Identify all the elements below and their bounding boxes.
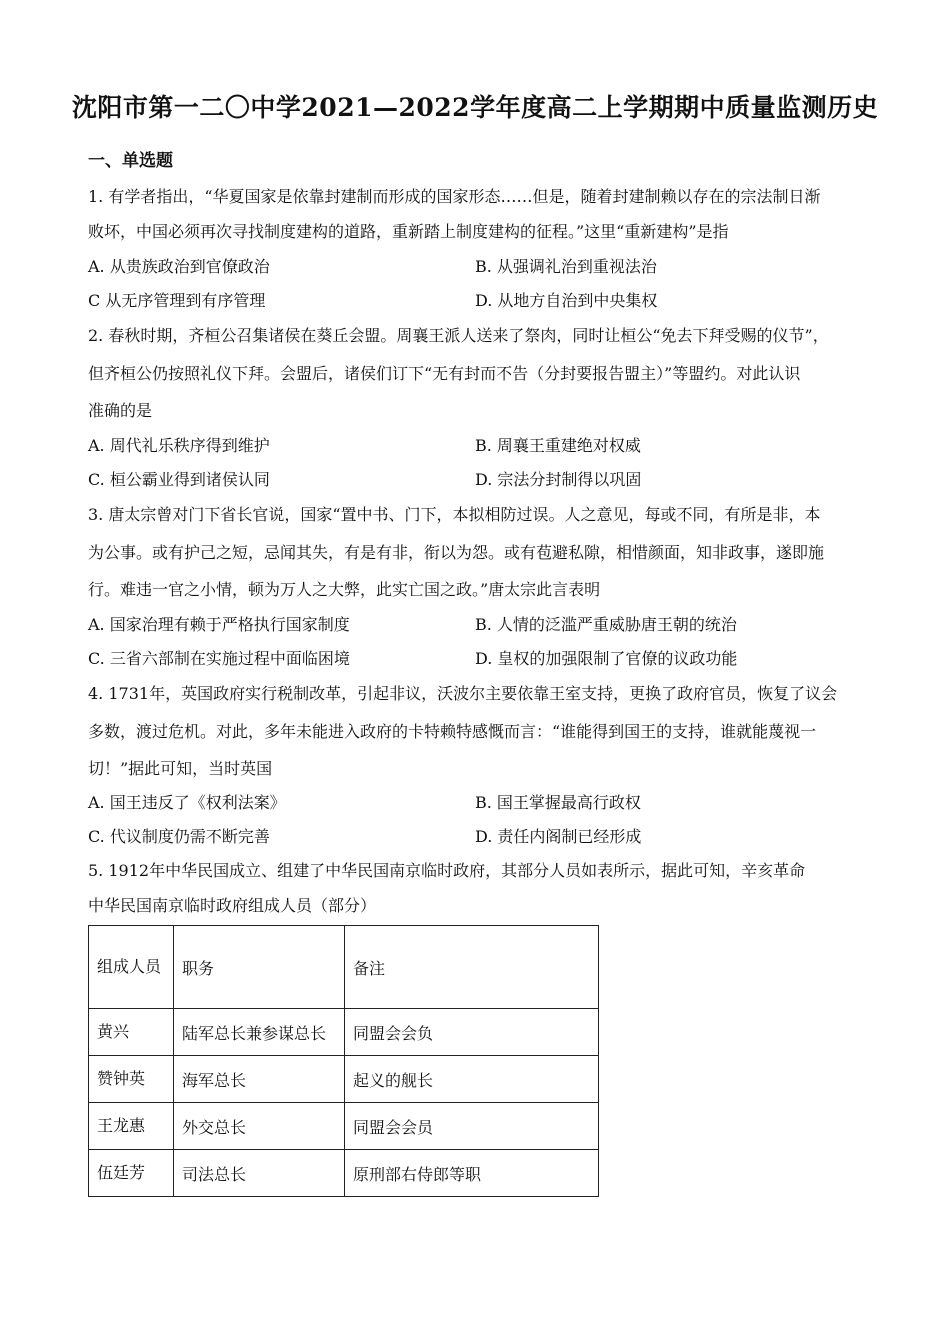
table-header-cell: 组成人员 — [89, 926, 174, 1009]
table-cell: 王龙惠 — [89, 1103, 174, 1150]
q1-option-b: B. 从强调礼治到重视法治 — [475, 257, 657, 276]
q5-stem-line-1: 5. 1912年中华民国成立、组建了中华民国南京临时政府，其部分人员如表所示，据此可知，辛亥革命 — [88, 861, 806, 880]
table-cell: 伍廷芳 — [89, 1150, 174, 1197]
table-row — [89, 1009, 599, 1056]
q3-stem-line-1: 3. 唐太宗曾对门下省长官说，国家“置中书、门下，本拟相防过误。人之意见，每或不同，有所是非，本 — [88, 505, 821, 524]
q4-option-a: A. 国王违反了《权利法案》 — [88, 793, 286, 812]
q1-stem-line-1: 1. 有学者指出，“华夏国家是依靠封建制而形成的国家形态……但是，随着封建制赖以存在的宗法制日渐 — [88, 187, 821, 206]
q4-stem-line-1: 4. 1731年，英国政府实行税制改革，引起非议，沃波尔主要依靠王室支持，更换了政府官员，恢复了议会 — [88, 684, 838, 703]
q4-option-c: C. 代议制度仍需不断完善 — [88, 827, 270, 846]
q4-option-b: B. 国王掌握最高行政权 — [475, 793, 641, 812]
table-cell: 原刑部右侍郎等职 — [345, 1150, 599, 1197]
table-row — [89, 1103, 599, 1150]
q2-stem-line-2: 但齐桓公仍按照礼仪下拜。会盟后，诸侯们订下“无有封而不告（分封要报告盟主）”等盟约。对此认识 — [88, 364, 801, 383]
table-header-cell: 备注 — [345, 926, 599, 1009]
q3-option-b: B. 人情的泛滥严重威胁唐王朝的统治 — [475, 615, 737, 634]
table-cell: 同盟会会负 — [345, 1009, 599, 1056]
members-table — [88, 925, 599, 1197]
section-heading: 一、单选题 — [88, 151, 173, 171]
table-row — [89, 1056, 599, 1103]
q4-stem-line-3: 切！”据此可知，当时英国 — [88, 759, 273, 778]
q5-table-caption: 中华民国南京临时政府组成人员（部分） — [88, 896, 377, 915]
table-cell: 陆军总长兼参谋总长 — [174, 1009, 345, 1056]
q2-stem-line-1: 2. 春秋时期，齐桓公召集诸侯在葵丘会盟。周襄王派人送来了祭肉，同时让桓公“免去下拜受赐的仪节”， — [88, 326, 829, 345]
table-cell: 赞钟英 — [89, 1056, 174, 1103]
table-cell: 海军总长 — [174, 1056, 345, 1103]
q2-option-c: C. 桓公霸业得到诸侯认同 — [88, 470, 270, 489]
q1-option-d: D. 从地方自治到中央集权 — [475, 291, 658, 310]
table-header-row — [89, 926, 599, 1009]
q2-option-d: D. 宗法分封制得以巩固 — [475, 470, 642, 489]
table-cell: 外交总长 — [174, 1103, 345, 1150]
q3-stem-line-3: 行。难违一官之小情，顿为万人之大弊，此实亡国之政。”唐太宗此言表明 — [88, 580, 601, 599]
q1-stem-line-2: 败坏，中国必须再次寻找制度建构的道路，重新踏上制度建构的征程。”这里“重新建构”是指 — [88, 222, 729, 241]
table-header-cell: 职务 — [174, 926, 345, 1009]
table-cell: 同盟会会员 — [345, 1103, 599, 1150]
q1-option-a: A. 从贵族政治到官僚政治 — [88, 257, 270, 276]
q3-option-c: C. 三省六部制在实施过程中面临困境 — [88, 649, 350, 668]
q4-option-d: D. 责任内阁制已经形成 — [475, 827, 642, 846]
q3-stem-line-2: 为公事。或有护己之短，忌闻其失，有是有非，衔以为怨。或有苞避私隙，相惜颜面，知非政事，遂即施 — [88, 543, 825, 562]
table-cell: 司法总长 — [174, 1150, 345, 1197]
q4-stem-line-2: 多数，渡过危机。对此，多年未能进入政府的卡特赖特感慨而言：“谁能得到国王的支持，谁就能蔑视一 — [88, 722, 817, 741]
table-cell: 起义的舰长 — [345, 1056, 599, 1103]
q3-option-d: D. 皇权的加强限制了官僚的议政功能 — [475, 649, 738, 668]
q3-option-a: A. 国家治理有赖于严格执行国家制度 — [88, 615, 350, 634]
q2-option-a: A. 周代礼乐秩序得到维护 — [88, 436, 270, 455]
q2-stem-line-3: 准确的是 — [88, 401, 153, 420]
page-title: 沈阳市第一二〇中学2021—2022学年度高二上学期期中质量监测历史 — [71, 93, 879, 122]
q1-option-c: C 从无序管理到有序管理 — [88, 291, 266, 310]
q2-option-b: B. 周襄王重建绝对权威 — [475, 436, 641, 455]
table-row — [89, 1150, 599, 1197]
table-cell: 黄兴 — [89, 1009, 174, 1056]
